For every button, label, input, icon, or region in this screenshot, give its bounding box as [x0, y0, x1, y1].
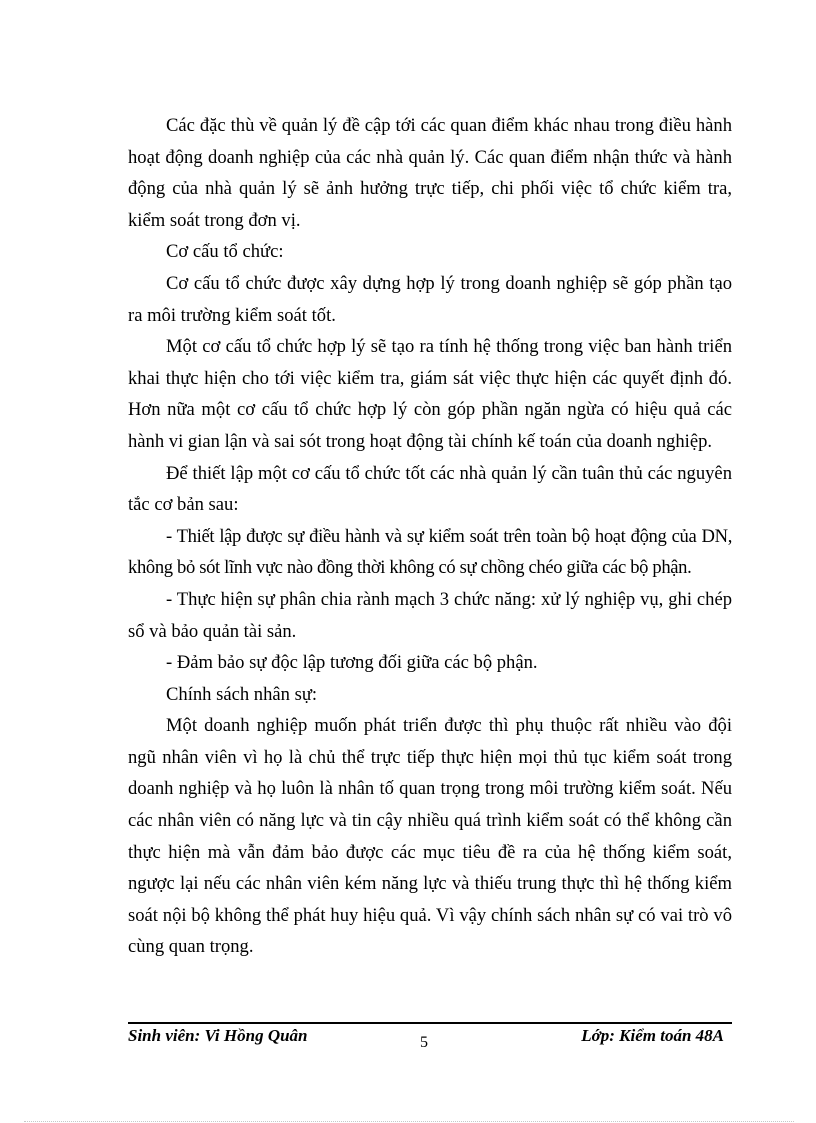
paragraph-personnel-policy: Một doanh nghiệp muốn phát triển được thì phụ thuộc rất nhiều vào đội ngũ nhân viên vì họ là chủ thể trực tiếp thực hiện mọi thủ tục kiểm soát trong doanh nghiệp và họ luôn là nhân tố quan trọng trong môi trường kiểm soát. Nếu các nhân viên có năng lực và tin cậy nhiều quá trình kiểm soát có thể không cần thực hiện mà vẫn đảm bảo được các mục tiêu đề ra của hệ thống kiểm soát, ngược lại nếu các nhân viên kém năng lực và thiếu trung thực thì hệ thống kiểm soát nội bộ không thể phát huy hiệu quả. Vì vậy chính sách nhân sự có vai trò vô cùng quan trọng.	[128, 715, 732, 958]
heading-organizational-structure: Cơ cấu tổ chức:	[166, 241, 284, 263]
footer-class-name: Lớp: Kiểm toán 48A	[581, 1026, 724, 1045]
footer-student-name: Sinh viên: Vi Hồng Quân	[128, 1026, 308, 1045]
document-body	[128, 110, 732, 963]
page-bottom-edge	[24, 1121, 794, 1122]
list-item-function-separation: - Thực hiện sự phân chia rành mạch 3 chức năng: xử lý nghiệp vụ, ghi chép sổ và bảo quản tài sản.	[128, 588, 732, 642]
list-item-control-coverage: - Thiết lập được sự điều hành và sự kiểm soát trên toàn bộ hoạt động của DN, không bỏ sót lĩnh vực nào đồng thời không có sự chồng chéo giữa các bộ phận.	[128, 525, 732, 579]
paragraph-structure-benefits: Một cơ cấu tổ chức hợp lý sẽ tạo ra tính hệ thống trong việc ban hành triển khai thực hiện cho tới việc kiểm tra, giám sát việc thực hiện các quyết định đó. Hơn nữa một cơ cấu tổ chức hợp lý còn góp phần ngăn ngừa có hiệu quả các hành vi gian lận và sai sót trong hoạt động tài chính kế toán của doanh nghiệp.	[128, 336, 732, 452]
page-footer	[128, 1026, 732, 1056]
heading-personnel-policy: Chính sách nhân sự:	[166, 683, 318, 705]
page-number: 5	[420, 1034, 428, 1051]
list-item-independence: - Đảm bảo sự độc lập tương đối giữa các bộ phận.	[166, 652, 538, 674]
paragraph-management-philosophy: Các đặc thù về quản lý đề cập tới các quan điểm khác nhau trong điều hành hoạt động doanh nghiệp của các nhà quản lý. Các quan điểm nhận thức và hành động của nhà quản lý sẽ ảnh hưởng trực tiếp, chi phối việc tổ chức kiểm tra, kiểm soát trong đơn vị.	[128, 115, 732, 231]
paragraph-structure-intro: Cơ cấu tổ chức được xây dựng hợp lý trong doanh nghiệp sẽ góp phần tạo ra môi trường kiểm soát tốt.	[128, 272, 732, 326]
footer-divider	[128, 1022, 732, 1024]
paragraph-principles-intro: Để thiết lập một cơ cấu tổ chức tốt các nhà quản lý cần tuân thủ các nguyên tắc cơ bản sau:	[128, 462, 732, 516]
